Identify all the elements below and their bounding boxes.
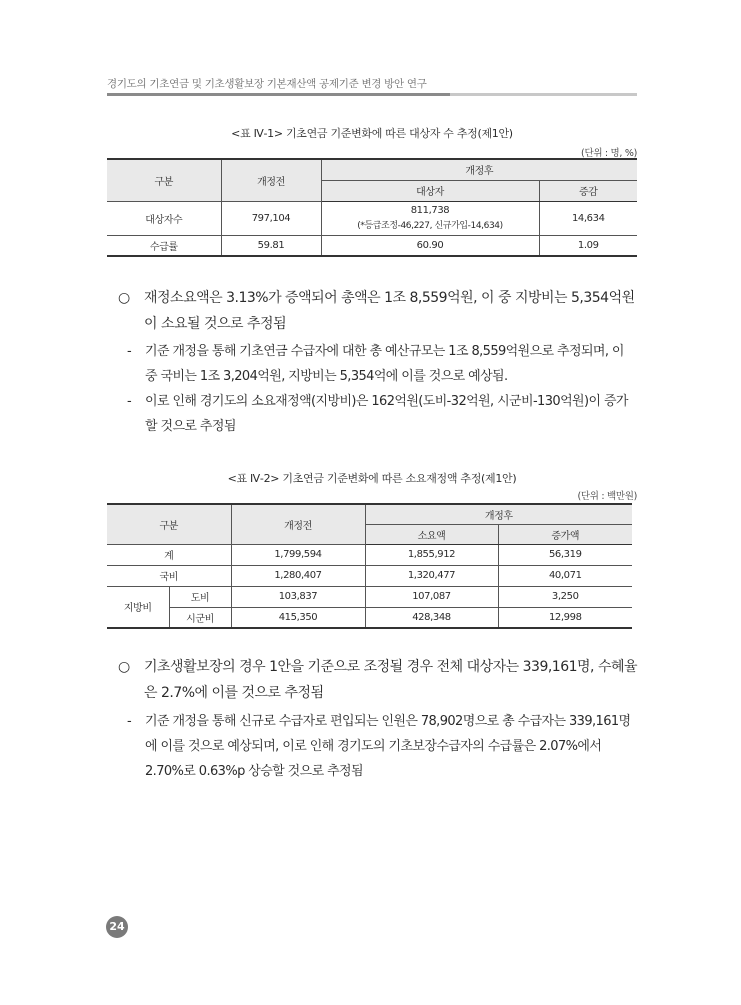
table1-row1-label: 대상자수	[107, 201, 221, 235]
table1-unit: (단위 : 명, %)	[581, 148, 637, 159]
circle-bullet-icon: ○	[118, 290, 130, 306]
table-row	[107, 607, 632, 628]
table2-total-label: 계	[107, 544, 231, 565]
table1-header-before: 개정전	[221, 159, 321, 201]
table2-national-increase: 40,071	[498, 565, 632, 586]
section2-main-text: 기초생활보장의 경우 1안을 기준으로 조정될 경우 전체 대상자는 339,161명, 수혜율은 2.7%에 이를 것으로 추정됨	[144, 659, 638, 701]
table1-header-after: 개정후	[321, 159, 637, 180]
table2-caption: <표 Ⅳ-2> 기초연금 기준변화에 따른 소요재정액 추정(제1안)	[227, 472, 517, 485]
dash-bullet-icon: -	[127, 394, 132, 409]
table2-header-increase: 증가액	[498, 524, 632, 544]
table2-total-before: 1,799,594	[231, 544, 365, 565]
table-row	[107, 586, 632, 607]
section1-main	[118, 286, 638, 337]
table1-row1-before: 797,104	[221, 201, 321, 235]
section2-main	[118, 655, 638, 706]
section2-sub-text: 기준 개정을 통해 신규로 수급자로 편입되는 인원은 78,902명으로 총 수급자는 339,161명에 이를 것으로 예상되며, 이로 인해 경기도의 기초보장수급자의 수급률은 2.07%에서 2.70%로 0.63%p 상승할 것으로 추정됨	[145, 714, 631, 779]
header-rule	[107, 93, 637, 96]
table1-caption: <표 Ⅳ-1> 기초연금 기준변화에 따른 대상자 수 추정(제1안)	[231, 127, 513, 140]
section1-sub-2	[127, 389, 639, 439]
table2-national-before: 1,280,407	[231, 565, 365, 586]
table2-national-required: 1,320,477	[365, 565, 498, 586]
table1-row2-before: 59.81	[221, 235, 321, 256]
table2	[107, 503, 632, 629]
table1-row1-after-main: 811,738	[410, 205, 450, 216]
table2-header-category: 구분	[107, 504, 231, 544]
section1-main-text: 재정소요액은 3.13%가 증액되어 총액은 1조 8,559억원, 이 중 지방비는 5,354억원이 소요될 것으로 추정됨	[144, 290, 635, 332]
table2-province-before: 103,837	[231, 586, 365, 607]
table2-local-group: 지방비	[107, 586, 169, 628]
table2-header-before: 개정전	[231, 504, 365, 544]
table1-row1-change: 14,634	[539, 201, 637, 235]
table1-row1-after-sub: (*등급조정-46,227, 신규가입-14,634)	[357, 221, 503, 231]
header-rule-accent	[107, 93, 450, 96]
table2-header-required: 소요액	[365, 524, 498, 544]
table2-province-increase: 3,250	[498, 586, 632, 607]
table2-city-increase: 12,998	[498, 607, 632, 628]
table-row	[107, 565, 632, 586]
running-header: 경기도의 기초연금 및 기초생활보장 기본재산액 공제기준 변경 방안 연구	[107, 78, 427, 90]
table2-unit: (단위 : 백만원)	[577, 491, 637, 502]
table1	[107, 158, 637, 257]
table1-row1-after	[321, 201, 539, 235]
page-number: 24	[106, 916, 128, 938]
table2-province-required: 107,087	[365, 586, 498, 607]
table1-row2-label: 수급률	[107, 235, 221, 256]
table1-header-category: 구분	[107, 159, 221, 201]
table1-row2-change: 1.09	[539, 235, 637, 256]
table2-total-required: 1,855,912	[365, 544, 498, 565]
table2-city-label: 시군비	[169, 607, 231, 628]
table-row	[107, 544, 632, 565]
table2-national-label: 국비	[107, 565, 231, 586]
table-row	[107, 201, 637, 235]
table1-header-target: 대상자	[321, 180, 539, 201]
dash-bullet-icon: -	[127, 344, 132, 359]
section1-sub-2-text: 이로 인해 경기도의 소요재정액(지방비)은 162억원(도비-32억원, 시군비-130억원)이 증가할 것으로 추정됨	[145, 394, 628, 434]
circle-bullet-icon: ○	[118, 659, 130, 675]
table1-header-change: 증감	[539, 180, 637, 201]
table-row	[107, 235, 637, 256]
section1-sub-1	[127, 339, 639, 389]
table1-row2-after: 60.90	[321, 235, 539, 256]
table2-city-before: 415,350	[231, 607, 365, 628]
table2-city-required: 428,348	[365, 607, 498, 628]
section2-sub	[127, 709, 639, 784]
table2-total-increase: 56,319	[498, 544, 632, 565]
dash-bullet-icon: -	[127, 714, 132, 729]
section1-sub-1-text: 기준 개정을 통해 기초연금 수급자에 대한 총 예산규모는 1조 8,559억원으로 추정되며, 이 중 국비는 1조 3,204억원, 지방비는 5,354억에 이를 것으로 예상됨.	[145, 344, 624, 384]
table2-province-label: 도비	[169, 586, 231, 607]
table2-header-after: 개정후	[365, 504, 632, 524]
